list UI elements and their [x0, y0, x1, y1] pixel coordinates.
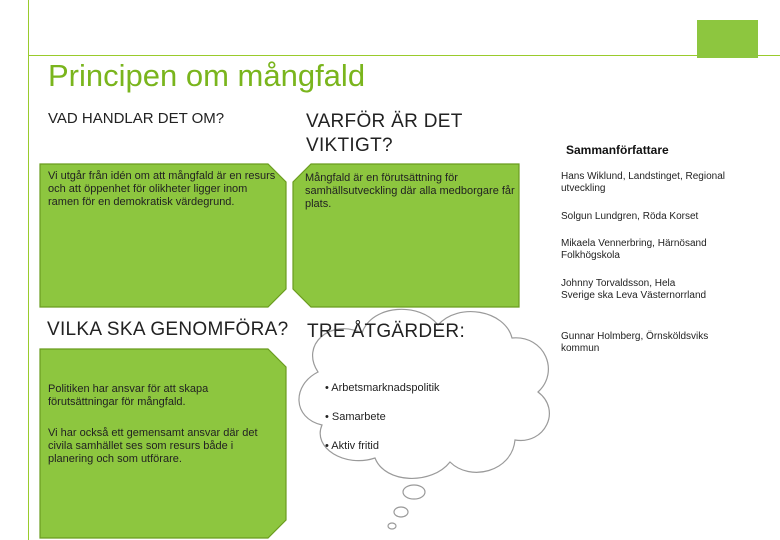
cloud-bubble-large	[403, 485, 425, 499]
middle-header: VARFÖR ÄR DET VIKTIGT?	[306, 111, 463, 156]
contributor-item: Mikaela Vennerbring, Härnösand Folkhögskola	[561, 238, 707, 261]
contributor-item: Solgun Lundgren, Röda Korset	[561, 211, 699, 222]
page-title: Principen om mångfald	[48, 58, 366, 93]
contributor-item: Gunnar Holmberg, Örnsköldsviks kommun	[561, 331, 709, 354]
contributor-item: Hans Wiklund, Landstinget, Regional utveckling	[561, 171, 725, 194]
measure-item: • Samarbete	[325, 411, 386, 423]
box-who-text-2: Vi har också ett gemensamt ansvar där det civila samhället ses som resurs både i planering och som utförare.	[48, 427, 258, 465]
measure-item: • Arbetsmarknadspolitik	[325, 382, 440, 394]
box-why-text: Mångfald är en förutsättning för samhällsutveckling där alla medborgare får plats.	[305, 172, 515, 210]
cloud-bubble-medium	[394, 507, 408, 517]
contributors-title: Sammanförfattare	[566, 143, 669, 157]
box-who-text-1: Politiken har ansvar för att skapa förutsättningar för mångfald.	[48, 383, 209, 408]
bottom-header-left: VILKA SKA GENOMFÖRA?	[47, 319, 289, 340]
measure-item: • Aktiv fritid	[325, 440, 379, 452]
bottom-header-right: TRE ÅTGÄRDER:	[307, 321, 466, 342]
cloud-bubble-small	[388, 523, 396, 529]
box-what-text: Vi utgår från idén om att mångfald är en resurs och att öppenhet för olikheter ligger inom ramen för en demokratisk värdegrund.	[48, 170, 276, 208]
left-header: VAD HANDLAR DET OM?	[48, 110, 225, 127]
contributor-item: Johnny Torvaldsson, Hela Sverige ska Leva Västernorrland	[561, 278, 707, 301]
